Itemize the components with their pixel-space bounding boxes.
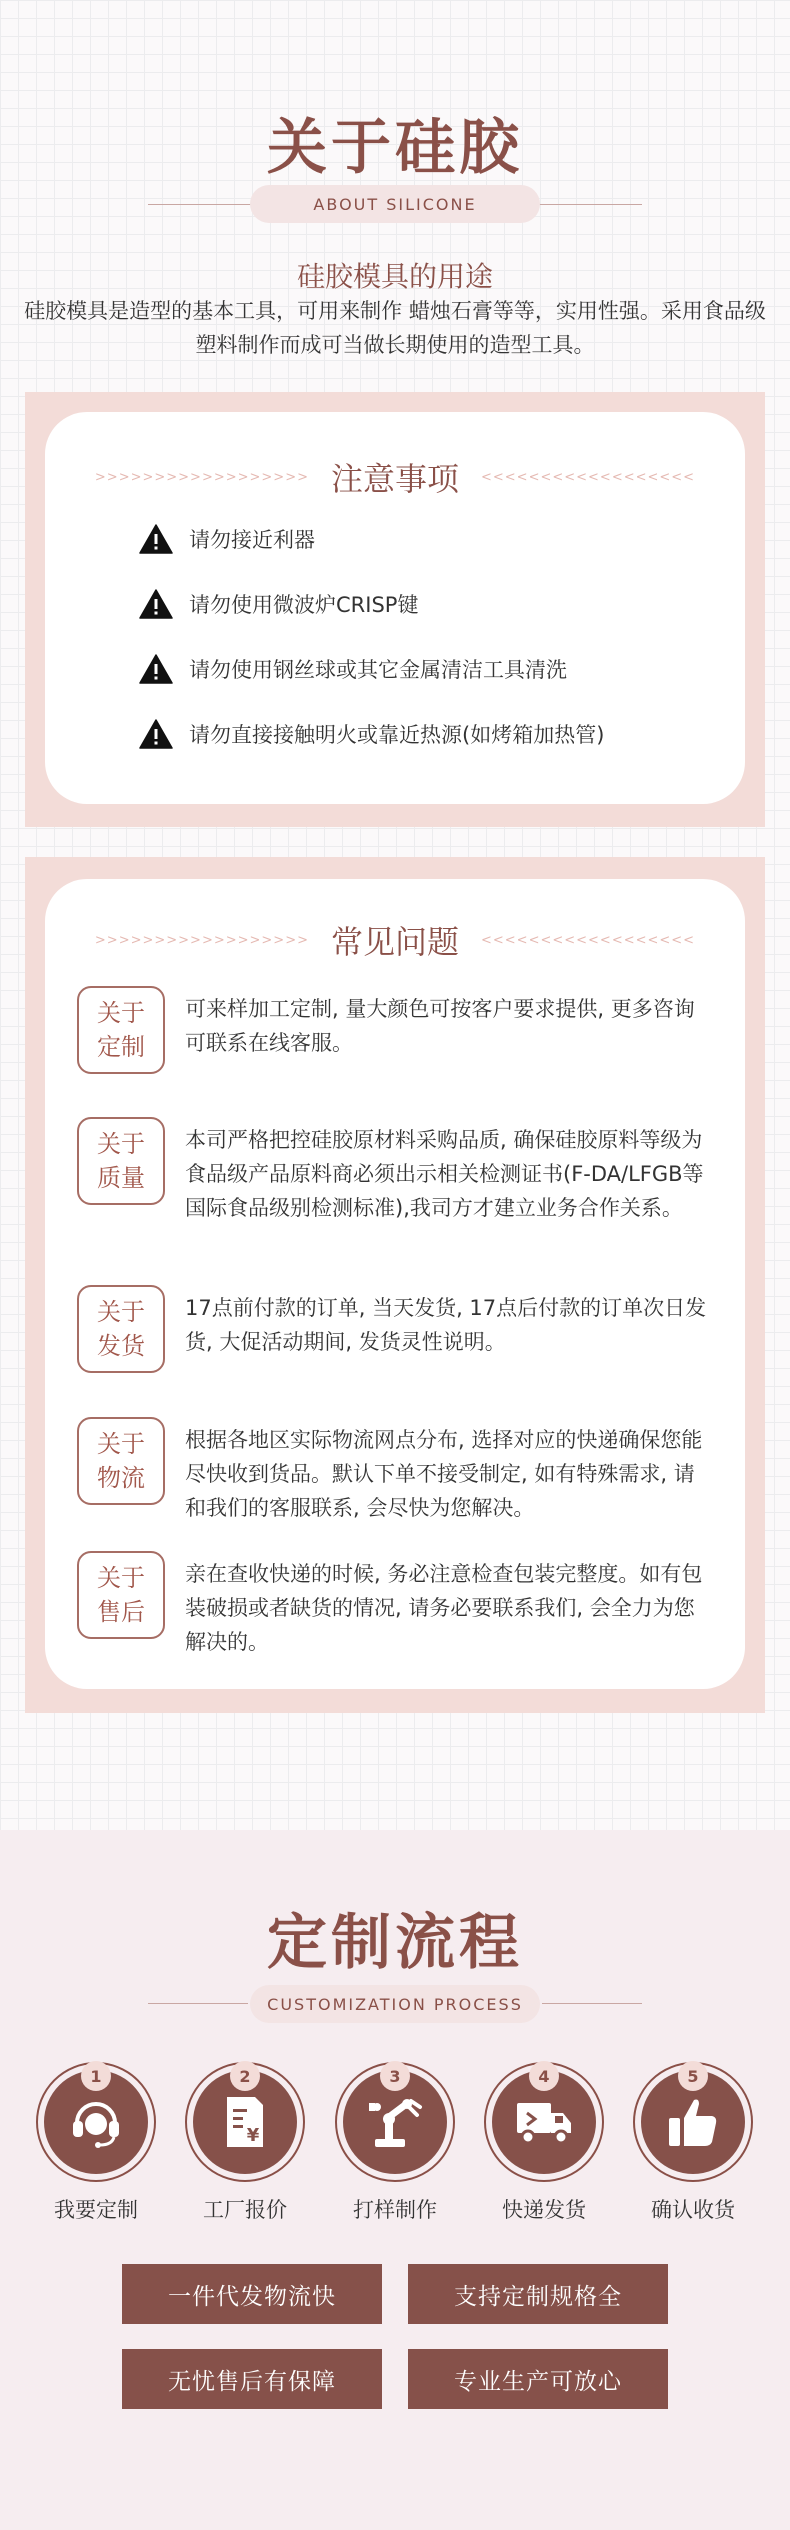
step-badge — [36, 2062, 156, 2182]
faq-header — [45, 917, 745, 963]
warning-icon — [139, 589, 173, 619]
about-title: 关于硅胶 — [267, 113, 523, 183]
faq-badge-top: 关于 — [97, 1430, 145, 1458]
faq-badge-bottom: 发货 — [97, 1332, 145, 1360]
usage-title: 硅胶模具的用途 — [296, 260, 493, 293]
notice-item — [139, 719, 604, 749]
usage-text: 硅胶模具是造型的基本工具，可用来制作 蜡烛石膏等等，实用性强。采用食品级塑料制作而成可当做长期使用的造型工具。 — [24, 299, 766, 357]
process-subtitle: CUSTOMIZATION PROCESS — [250, 1985, 540, 2023]
promo-badge-dropship: 一件代发物流快 — [122, 2264, 382, 2324]
step-number: 1 — [81, 2061, 111, 2091]
headset-icon — [67, 2093, 125, 2151]
faq-frame — [25, 857, 765, 1713]
faq-badge-bottom: 物流 — [97, 1464, 145, 1492]
step-label: 确认收货 — [651, 2198, 735, 2222]
faq-badge — [77, 1117, 165, 1205]
svg-text:¥: ¥ — [246, 2125, 260, 2146]
step-number: 5 — [678, 2061, 708, 2091]
faq-answer: 根据各地区实际物流网点分布, 选择对应的快递确保您能尽快收到货品。默认下单不接受制定, 如有特殊需求, 请和我们的客服联系, 会尽快为您解决。 — [185, 1428, 703, 1520]
process-title: 定制流程 — [267, 1908, 523, 1978]
promo-badge-production: 专业生产可放心 — [408, 2349, 668, 2409]
step-label: 快递发货 — [502, 2198, 586, 2222]
notice-item — [139, 654, 567, 684]
step-number: 2 — [230, 2061, 260, 2091]
notice-card — [45, 412, 745, 804]
decor-arrows-right: <<<<<<<<<<<<<<<<<< — [481, 932, 696, 948]
faq-answer: 本司严格把控硅胶原材料采购品质, 确保硅胶原料等级为食品级产品原料商必须出示相关检测证书(F-DA/LFGB等国际食品级别检测标准),我司方才建立业务合作关系。 — [185, 1128, 704, 1220]
thumbs-up-icon — [665, 2094, 721, 2150]
decor-arrows-left: >>>>>>>>>>>>>>>>>> — [94, 469, 309, 485]
notice-header — [45, 454, 745, 500]
faq-badge — [77, 1417, 165, 1505]
faq-badge — [77, 1285, 165, 1373]
notice-item-text: 请勿接近利器 — [189, 528, 315, 552]
faq-badge — [77, 1551, 165, 1639]
about-subtitle: ABOUT SILICONE — [250, 185, 540, 223]
notice-item-text: 请勿使用钢丝球或其它金属清洁工具清洗 — [189, 658, 567, 682]
faq-answer: 17点前付款的订单, 当天发货, 17点后付款的订单次日发货, 大促活动期间, 发货灵性说明。 — [185, 1296, 707, 1354]
faq-answer: 可来样加工定制, 量大颜色可按客户要求提供, 更多咨询可联系在线客服。 — [185, 997, 695, 1055]
process-step-4 — [479, 2062, 609, 2224]
promo-badge-aftersale: 无忧售后有保障 — [122, 2349, 382, 2409]
notice-item-text: 请勿使用微波炉CRISP键 — [189, 593, 419, 617]
step-badge — [185, 2062, 305, 2182]
step-number: 3 — [380, 2061, 410, 2091]
warning-icon — [139, 654, 173, 684]
process-step-2 — [180, 2062, 310, 2224]
faq-badge-bottom: 质量 — [97, 1164, 145, 1192]
warning-icon — [139, 719, 173, 749]
process-step-1 — [31, 2062, 161, 2224]
notice-item — [139, 589, 418, 619]
delivery-truck-icon — [513, 2097, 575, 2147]
warning-icon — [139, 524, 173, 554]
decor-arrows-left: >>>>>>>>>>>>>>>>>> — [94, 932, 309, 948]
notice-item — [139, 524, 315, 554]
notice-frame — [25, 392, 765, 827]
faq-card — [45, 879, 745, 1689]
faq-badge-top: 关于 — [97, 1564, 145, 1592]
step-label: 打样制作 — [353, 2198, 437, 2222]
faq-answer: 亲在查收快递的时候, 务必注意检查包装完整度。如有包装破损或者缺货的情况, 请务必要联系我们, 会全力为您解决的。 — [185, 1562, 703, 1654]
divider-line — [542, 2003, 642, 2004]
step-badge — [633, 2062, 753, 2182]
faq-badge-bottom: 售后 — [97, 1598, 145, 1626]
faq-badge-top: 关于 — [97, 999, 145, 1027]
step-label: 工厂报价 — [203, 2198, 287, 2222]
faq-badge — [77, 986, 165, 1074]
divider-line — [148, 2003, 248, 2004]
notice-item-text: 请勿直接接触明火或靠近热源(如烤箱加热管) — [189, 723, 605, 747]
faq-title: 常见问题 — [330, 923, 459, 961]
process-step-3 — [330, 2062, 460, 2224]
step-badge — [335, 2062, 455, 2182]
step-number: 4 — [529, 2061, 559, 2091]
faq-badge-top: 关于 — [97, 1130, 145, 1158]
promo-badge-custom: 支持定制规格全 — [408, 2264, 668, 2324]
divider-line — [532, 204, 642, 205]
divider-line — [148, 204, 258, 205]
notice-title: 注意事项 — [330, 460, 459, 498]
invoice-icon — [219, 2093, 271, 2151]
decor-arrows-right: <<<<<<<<<<<<<<<<<< — [481, 469, 696, 485]
process-step-5 — [628, 2062, 758, 2224]
step-badge — [484, 2062, 604, 2182]
step-label: 我要定制 — [54, 2198, 138, 2222]
faq-badge-top: 关于 — [97, 1298, 145, 1326]
robot-arm-icon — [365, 2093, 425, 2151]
faq-badge-bottom: 定制 — [97, 1033, 145, 1061]
